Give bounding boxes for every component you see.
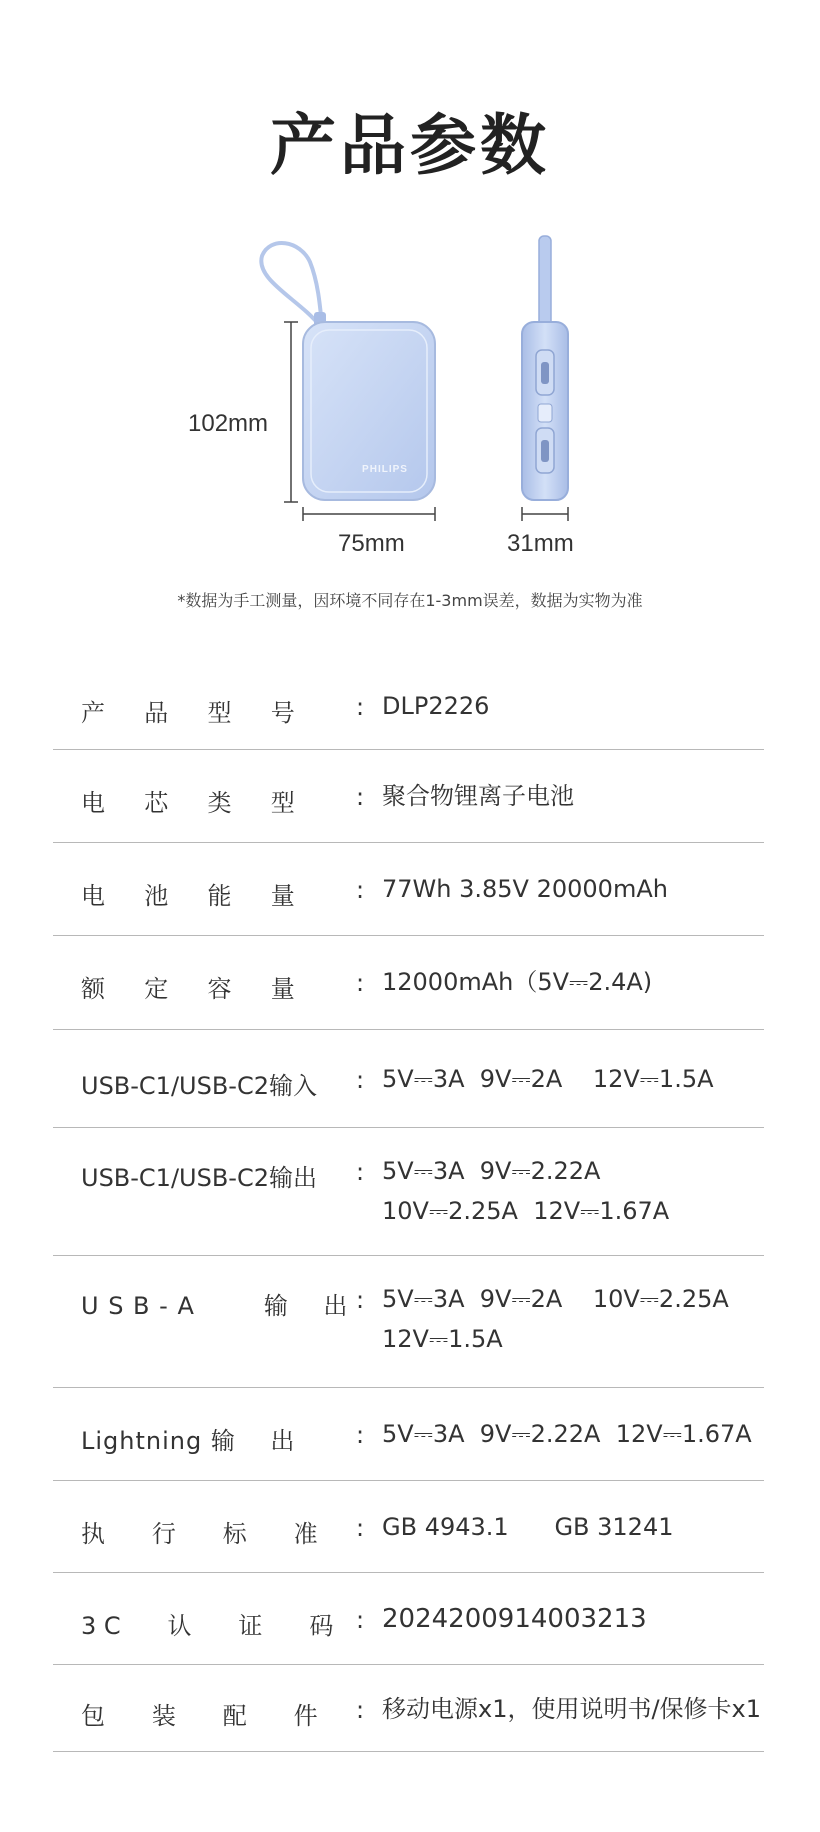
width-label: 75mm	[338, 530, 405, 557]
depth-label: 31mm	[507, 530, 574, 557]
spec-colon: :	[356, 1606, 365, 1634]
spec-colon: :	[356, 693, 365, 721]
brand-logo: PHILIPS	[362, 464, 408, 475]
spec-row-rated-capacity	[53, 936, 764, 1030]
spec-row-usbc-output	[53, 1128, 764, 1256]
height-label: 102mm	[188, 410, 269, 437]
spec-value: 5V⎓3A 9V⎓2A 10V⎓2.25A	[382, 1285, 729, 1313]
spec-colon: :	[356, 1696, 365, 1724]
spec-colon: :	[356, 969, 365, 997]
spec-label: 产 品 型 号	[81, 699, 295, 727]
spec-row-battery-energy	[53, 843, 764, 936]
spec-colon: :	[356, 1066, 365, 1094]
spec-label: 执 行 标 准	[81, 1520, 318, 1548]
width-dimension-line	[303, 507, 435, 521]
product-dimension-diagram	[0, 0, 820, 620]
spec-label: 包 装 配 件	[81, 1702, 318, 1730]
power-bank-side	[522, 236, 568, 500]
depth-dimension-line	[522, 507, 568, 521]
spec-label: U S B - A 输 出	[81, 1292, 349, 1320]
spec-colon: :	[356, 1286, 365, 1314]
spec-value: GB 4943.1 GB 31241	[382, 1513, 674, 1541]
spec-label: 电 池 能 量	[81, 882, 295, 910]
spec-value: 5V⎓3A 9V⎓2.22A 12V⎓1.67A	[382, 1420, 752, 1448]
spec-row-model	[53, 660, 764, 750]
spec-row-standards	[53, 1481, 764, 1573]
spec-row-3c-code	[53, 1573, 764, 1665]
spec-colon: :	[356, 1158, 365, 1186]
front-cable-loop	[261, 243, 326, 332]
spec-value: 5V⎓3A 9V⎓2.22A	[382, 1157, 601, 1185]
spec-colon: :	[356, 1514, 365, 1542]
spec-label: USB-C1/USB-C2输入	[81, 1072, 317, 1100]
spec-value: 10V⎓2.25A 12V⎓1.67A	[382, 1197, 670, 1225]
spec-colon: :	[356, 1421, 365, 1449]
spec-row-usbc-input	[53, 1030, 764, 1128]
spec-row-cell-type	[53, 750, 764, 843]
spec-label: Lightning 输 出	[81, 1427, 296, 1455]
spec-row-package	[53, 1665, 764, 1752]
height-dimension-line	[284, 322, 298, 502]
measurement-note: *数据为手工测量，因环境不同存在1-3mm误差，数据为实物为准	[177, 591, 643, 610]
spec-colon: :	[356, 783, 365, 811]
spec-value: 12V⎓1.5A	[382, 1325, 503, 1353]
spec-value: 77Wh 3.85V 20000mAh	[382, 875, 668, 903]
page-title: 产品参数	[270, 107, 550, 184]
spec-value: 聚合物锂离子电池	[382, 782, 574, 810]
spec-label: 电 芯 类 型	[81, 789, 295, 817]
spec-value: 2024200914003213	[382, 1604, 647, 1634]
spec-row-usba-output	[53, 1256, 764, 1388]
spec-label: USB-C1/USB-C2输出	[81, 1164, 317, 1192]
spec-colon: :	[356, 876, 365, 904]
spec-value: 移动电源x1，使用说明书/保修卡x1	[382, 1695, 762, 1723]
spec-row-lightning-output	[53, 1388, 764, 1481]
spec-label: 3 C 认 证 码	[81, 1612, 334, 1640]
spec-label: 额 定 容 量	[81, 975, 295, 1003]
spec-value: DLP2226	[382, 692, 490, 720]
spec-value: 12000mAh（5V⎓2.4A)	[382, 968, 653, 996]
spec-value: 5V⎓3A 9V⎓2A 12V⎓1.5A	[382, 1065, 714, 1093]
